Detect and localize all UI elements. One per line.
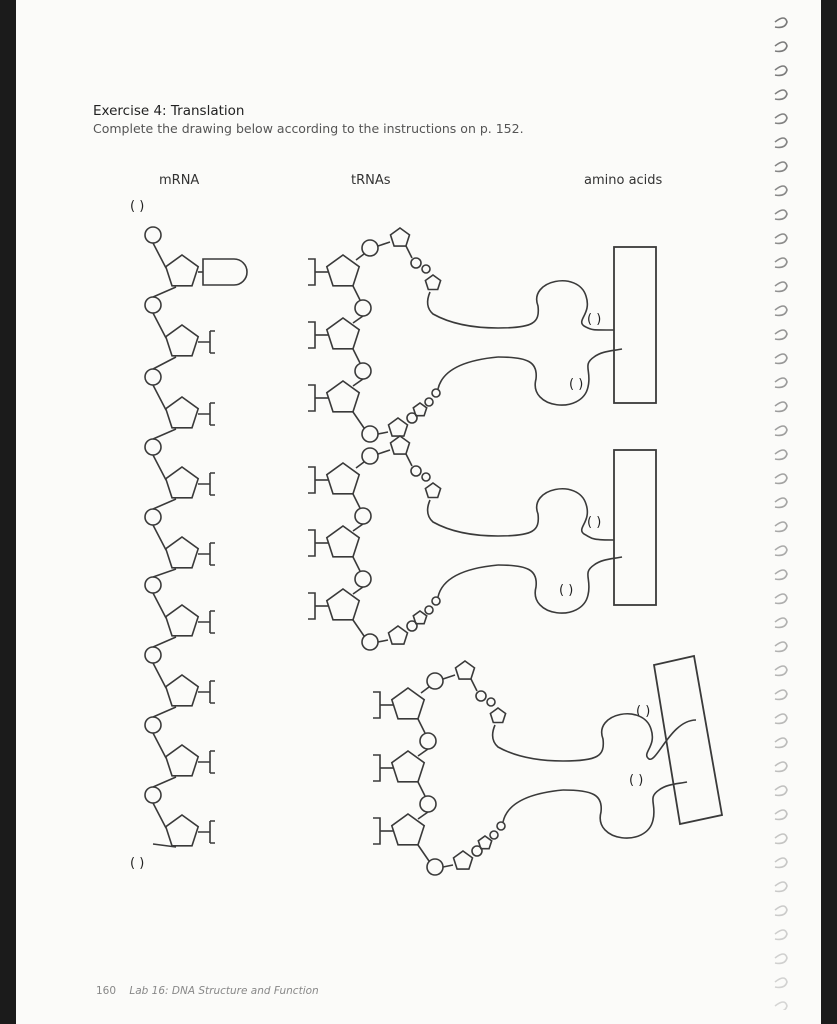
amino-acid-box [614,247,656,403]
trna-bond [353,620,364,636]
trna-anticodon-bracket [308,385,315,411]
spiral-coil [775,234,787,243]
trna6-attachment-blank[interactable]: ( ) [629,773,644,788]
spiral-coil [775,546,787,555]
mrna-bond [153,803,166,828]
trna-ribose-small [478,836,491,849]
trna-bond [353,316,363,323]
trna-phosphate-small [497,822,505,830]
mrna-bond [153,357,176,369]
trna-phosphate [362,634,378,650]
mrna-bond [153,499,176,509]
mrna-bond [153,663,166,688]
trna-bond [378,432,388,434]
mrna-ribose [166,815,198,846]
spiral-coil [775,330,787,339]
trna-groups [308,228,696,875]
trna-anticodon-bracket [308,322,315,348]
spiral-coil [775,738,787,747]
trna-anticodon-bracket [373,818,380,844]
trna-bond [418,812,428,819]
spiral-coil [775,42,787,51]
mrna-bond [153,707,176,717]
trna-bond [353,524,363,531]
mrna-base-bracket [198,751,215,773]
mrna-bond [153,385,166,410]
spiral-coil [775,474,787,483]
mrna-phosphate [145,577,161,593]
spiral-coil [775,834,787,843]
spiral-coil [775,690,787,699]
spiral-coil [775,570,787,579]
trna-anticodon-bracket [373,692,380,718]
trna-ribose-small [391,228,410,246]
spiral-coil [775,66,787,75]
column-header-amino-acids: amino acids [584,173,663,188]
page-number: 160 [96,985,117,997]
trna-bond [356,462,364,468]
trna-ribose-small [389,626,408,644]
mrna-bond [153,593,166,618]
spiral-coil [775,522,787,531]
trna-bond [353,494,360,508]
trna-ribose-small [490,708,505,723]
spiral-coil [775,258,787,267]
trna-bond [418,782,425,796]
trna-bond [353,412,364,428]
trna-phosphate [420,733,436,749]
spiral-coil [775,354,787,363]
mrna-bond [153,313,166,338]
amino-acid-box [614,450,656,605]
spiral-coil [775,882,787,891]
trna-phosphate-small [425,398,433,406]
spiral-coil [775,498,787,507]
trna-chain [438,565,498,597]
trna-phosphate [420,796,436,812]
mrna-base-bracket [198,331,215,353]
spiral-coil [775,450,787,459]
mrna-base-bracket [198,473,215,495]
spiral-coil [775,402,787,411]
spiral-coil [775,138,787,147]
trna-chain [503,790,563,822]
trna-bond [406,246,412,258]
mrna-phosphate [145,369,161,385]
trna-anticodon-bracket [308,530,315,556]
spiral-coil [775,1002,787,1010]
trna-phosphate-small [411,258,421,268]
mrna-five-prime-blank[interactable]: ( ) [130,199,145,214]
trna-lower-loop [563,782,687,838]
mrna-bond [153,637,176,647]
trna1-attachment-blank[interactable]: ( ) [587,312,602,327]
trna-anticodon-bracket [308,467,315,493]
trna-phosphate [427,859,443,875]
trna-ribose [392,688,424,719]
trna-anticodon-bracket [308,593,315,619]
trna-ribose-small [454,851,473,869]
trna-bond [356,254,364,260]
trna-ribose-small [389,418,408,436]
trna-upper-loop [498,281,614,330]
mrna-ribose [166,325,198,356]
trna3-attachment-blank[interactable]: ( ) [587,515,602,530]
trna-ribose [327,255,359,286]
trna-phosphate-small [476,691,486,701]
spiral-coil [775,954,787,963]
trna-chain [428,292,498,328]
trna-ribose [327,463,359,494]
amino-acid-box [654,656,722,824]
trna-bond [378,450,390,454]
trna-phosphate-small [487,698,495,706]
trna-bond [353,587,363,594]
spiral-coil [775,714,787,723]
spiral-coil [775,930,787,939]
trna-phosphate [355,363,371,379]
mrna-ribose [166,255,198,286]
trna4-attachment-blank[interactable]: ( ) [559,583,574,598]
trna-phosphate-small [490,831,498,839]
trna-loop-pair [498,281,622,405]
spiral-coil [775,18,787,27]
mrna-base-bracket [198,681,215,703]
trna-ribose-small [456,661,475,679]
trna-chain [438,357,498,389]
trna-bond [378,640,388,642]
trna-ribose-small [391,436,410,454]
mrna-three-prime-blank[interactable]: ( ) [130,856,145,871]
mrna-ribose [166,675,198,706]
spiral-coil [775,186,787,195]
exercise-title: Exercise 4: Translation [93,103,245,119]
worksheet-page [16,0,821,1024]
spiral-coil [775,618,787,627]
mrna-bond [153,777,176,787]
mrna-phosphate [145,509,161,525]
mrna-phosphate [145,297,161,313]
trna-bond [353,379,363,386]
trna-bond [353,557,360,571]
trna-lower-loop [498,349,622,405]
mrna-base-bracket [198,821,215,843]
trna-bond [406,454,412,466]
column-header-trnas: tRNAs [351,173,391,188]
trna-phosphate-small [432,597,440,605]
trna-bond [418,749,428,756]
spiral-coil [775,666,787,675]
spiral-coil [775,426,787,435]
mrna-ribose [166,745,198,776]
trna-bond [421,687,429,693]
trna-ribose-small [425,275,440,290]
trna-ribose-small [413,611,426,624]
exercise-instructions: Complete the drawing below according to the instructions on p. 152. [93,121,524,136]
mrna-bond [153,733,166,758]
trna-loop-pair [563,714,696,838]
spiral-coil [775,306,787,315]
mrna-strand [145,227,247,847]
mrna-base-bracket [198,543,215,565]
spiral-coil [775,114,787,123]
spiral-coil [775,978,787,987]
trna-phosphate [355,571,371,587]
trna-phosphate-small [422,473,430,481]
mrna-base-bracket [198,611,215,633]
trna5-attachment-blank[interactable]: ( ) [636,704,651,719]
trna-phosphate [355,300,371,316]
trna-phosphate-small [425,606,433,614]
mrna-bond [153,243,166,268]
trna-phosphate [355,508,371,524]
spiral-coil [775,642,787,651]
trna-bond [443,675,455,679]
spiral-binding [771,10,791,1010]
trna-phosphate-small [432,389,440,397]
mrna-base-bracket [198,403,215,425]
page-footer [96,985,319,997]
trna-upper-loop [498,489,614,540]
trna-ribose-small [425,483,440,498]
mrna-bond [153,525,166,550]
trna-bond [471,679,477,691]
trna-phosphate [362,448,378,464]
trna-loop-pair [498,489,622,613]
trna-phosphate [362,426,378,442]
mrna-phosphate [145,439,161,455]
spiral-coil [775,786,787,795]
translation-diagram [16,0,821,1024]
spiral-coil [775,906,787,915]
spiral-coil [775,858,787,867]
spiral-coil [775,594,787,603]
mrna-phosphate [145,717,161,733]
spiral-coil [775,378,787,387]
mrna-bond [153,429,176,439]
trna-upper-loop [563,714,696,761]
trna-bond [353,286,360,300]
trna-phosphate [362,240,378,256]
mrna-phosphate [145,787,161,803]
spiral-coil [775,810,787,819]
trna-anticodon-bracket [308,259,315,285]
mrna-ribose [166,467,198,498]
trna-bond [418,845,429,861]
mrna-ribose [166,605,198,636]
trna2-attachment-blank[interactable]: ( ) [569,377,584,392]
mrna-bond [153,455,166,480]
mrna-base-cap [203,259,247,285]
trna-phosphate-small [422,265,430,273]
trna-bond [418,719,425,733]
lab-title: Lab 16: DNA Structure and Function [129,985,319,997]
trna-bond [443,865,453,867]
spiral-coil [775,282,787,291]
trna-lower-loop [498,557,622,613]
mrna-ribose [166,397,198,428]
column-header-mrna: mRNA [159,173,200,188]
mrna-bond [153,569,176,577]
mrna-ribose [166,537,198,568]
trna-anticodon-bracket [373,755,380,781]
trna-chain [493,725,563,761]
spiral-coil [775,90,787,99]
mrna-bond [153,287,176,297]
trna-ribose-small [413,403,426,416]
mrna-phosphate [145,227,161,243]
mrna-phosphate [145,647,161,663]
trna-phosphate-small [411,466,421,476]
trna-phosphate [427,673,443,689]
spiral-coil [775,210,787,219]
spiral-coil [775,762,787,771]
trna-chain [428,500,498,536]
trna-bond [378,242,390,246]
trna-bond [353,349,360,363]
spiral-coil [775,162,787,171]
